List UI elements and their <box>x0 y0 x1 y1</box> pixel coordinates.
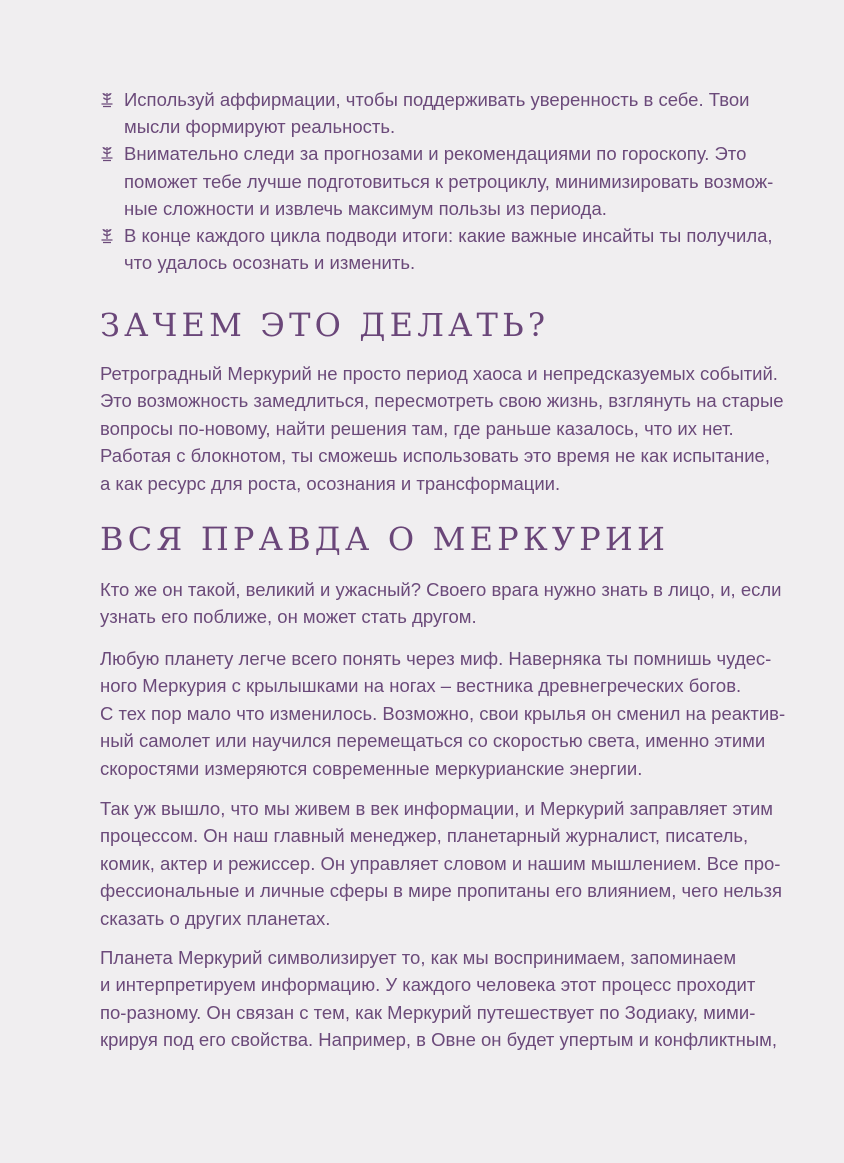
paragraph <box>100 645 800 782</box>
section-heading-why: ЗАЧЕМ ЭТО ДЕЛАТЬ? <box>100 306 550 344</box>
text-line: фессиональные и личные сферы в мире пропитаны его влиянием, чего нельзя <box>100 880 783 902</box>
text-line: Внимательно следи за прогнозами и рекомендациями по гороскопу. Это <box>124 143 747 165</box>
text-line: Любую планету легче всего понять через миф. Наверняка ты помнишь чудес- <box>100 648 772 669</box>
list-item <box>100 86 780 140</box>
text-line: процессом. Он наш главный менеджер, планетарный журналист, писатель, <box>100 825 749 847</box>
text-line: поможет тебе лучше подготовиться к ретроциклу, минимизировать возмож- <box>124 170 774 192</box>
text-line: узнать его поближе, он может стать другом. <box>100 606 477 628</box>
text-line: мысли формируют реальность. <box>124 116 396 138</box>
paragraph <box>100 944 800 1054</box>
text-line: что удалось осознать и изменить. <box>124 252 416 274</box>
text-line: Работая с блокнотом, ты сможешь использовать это время не как испытание, <box>100 445 770 467</box>
mercury-sprout-icon <box>100 144 114 162</box>
text-line: скоростями измеряются современные меркурианские энергии. <box>100 757 643 779</box>
text-line: Кто же он такой, великий и ужасный? Своего врага нужно знать в лицо, и, если <box>100 579 782 600</box>
text-line: Это возможность замедлиться, пересмотреть свою жизнь, взглянуть на старые <box>100 390 784 412</box>
text-line: Планета Меркурий символизирует то, как мы воспринимаем, запоминаем <box>100 947 737 968</box>
text-line: по-разному. Он связан с тем, как Меркурий путешествует по Зодиаку, мими- <box>100 1001 756 1023</box>
mercury-sprout-icon <box>100 226 114 244</box>
text-line: а как ресурс для роста, осознания и трансформации. <box>100 472 561 494</box>
section-heading-mercury: ВСЯ ПРАВДА О МЕРКУРИИ <box>100 520 670 558</box>
text-line: вопросы по-новому, найти решения там, где раньше казалось, что их нет. <box>100 417 734 439</box>
text-line: сказать о других планетах. <box>100 907 331 929</box>
paragraph <box>100 576 800 631</box>
text-line: В конце каждого цикла подводи итоги: какие важные инсайты ты получила, <box>124 225 773 247</box>
text-line: и интерпретируем информацию. У каждого человека этот процесс проходит <box>100 974 756 996</box>
text-line: Так уж вышло, что мы живем в век информации, и Меркурий заправляет этим <box>100 798 774 819</box>
list-item <box>100 140 780 222</box>
list-item <box>100 222 780 276</box>
text-line: ный самолет или научился перемещаться со скоростью света, именно этими <box>100 730 766 752</box>
text-line: крируя под его свойства. Например, в Овне он будет упертым и конфликтным, <box>100 1029 777 1051</box>
text-line: С тех пор мало что изменилось. Возможно, свои крылья он сменил на реактив- <box>100 702 786 724</box>
text-line: ные сложности и извлечь максимум пользы из периода. <box>124 197 607 219</box>
text-line: ного Меркурия с крылышками на ногах – вестника древнегреческих богов. <box>100 675 742 697</box>
paragraph-why <box>100 360 800 497</box>
text-line: комик, актер и режиссер. Он управляет словом и нашим мышлением. Все про- <box>100 852 781 874</box>
mercury-sprout-icon <box>100 90 114 108</box>
text-line: Используй аффирмации, чтобы поддерживать уверенность в себе. Твои <box>124 89 750 110</box>
paragraph <box>100 795 800 932</box>
text-line: Ретроградный Меркурий не просто период хаоса и непредсказуемых событий. <box>100 363 778 384</box>
tips-list <box>100 86 780 276</box>
